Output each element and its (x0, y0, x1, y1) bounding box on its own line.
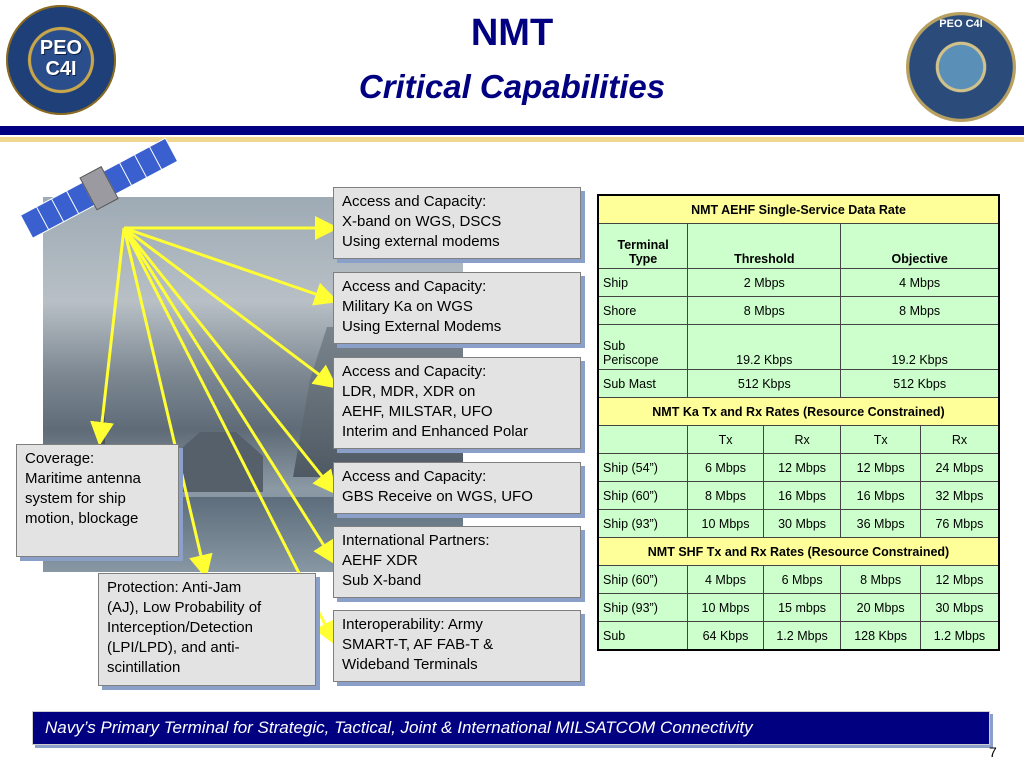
table-cell: 512 Kbps (688, 370, 841, 398)
table-cell: 8 Mbps (688, 482, 764, 510)
ka-header-blank (598, 426, 688, 454)
callout-gbs (333, 462, 581, 514)
table-cell: 32 Mbps (920, 482, 999, 510)
callout-intl-line-3: Sub X-band (342, 572, 422, 589)
aehf-header-objective: Objective (841, 224, 999, 269)
shf-title-row (598, 538, 999, 566)
table-row (598, 297, 999, 325)
callout-aehf-line-3: AEHF, MILSTAR, UFO (342, 403, 493, 420)
table-cell: 10 Mbps (688, 510, 764, 538)
callout-coverage (16, 444, 179, 557)
callout-intl-line-1: International Partners: (342, 532, 490, 549)
callout-gbs-line-2: GBS Receive on WGS, UFO (342, 488, 533, 505)
ka-header-rx-1: Rx (763, 426, 841, 454)
callout-protection-line-2: (AJ), Low Probability of (107, 599, 262, 616)
table-cell: 1.2 Mbps (920, 622, 999, 651)
callout-coverage-line-1: Coverage: (25, 450, 95, 467)
table-cell: Ship (93”) (598, 594, 688, 622)
table-cell: 8 Mbps (688, 297, 841, 325)
table-cell: 12 Mbps (841, 454, 921, 482)
table-cell: 36 Mbps (841, 510, 921, 538)
table-cell: 15 mbps (763, 594, 841, 622)
callout-interoperability (333, 610, 581, 682)
slide-subtitle: Critical Capabilities (358, 68, 666, 105)
callout-coverage-line-3: system for ship (25, 490, 126, 507)
callout-coverage-line-2: Maritime antenna (25, 470, 141, 487)
footer-banner-text: Navy’s Primary Terminal for Strategic, Tactical, Joint & International MILSATCOM Connectivity (45, 718, 753, 737)
table-cell: 6 Mbps (763, 566, 841, 594)
table-cell: Ship (60”) (598, 566, 688, 594)
ka-table-title: NMT Ka Tx and Rx Rates (Resource Constrained) (598, 398, 999, 426)
ka-header-row (598, 426, 999, 454)
callout-interop-line-1: Interoperability: Army (342, 616, 483, 633)
callout-ka (333, 272, 581, 344)
table-cell: 1.2 Mbps (763, 622, 841, 651)
callout-interop-line-2: SMART-T, AF FAB-T & (342, 636, 494, 653)
callout-protection-line-4: (LPI/LPD), and anti- (107, 639, 240, 656)
table-cell: Ship (598, 269, 688, 297)
callout-gbs-line-1: Access and Capacity: (342, 468, 487, 485)
footer-banner (32, 711, 990, 745)
callout-coverage-line-4: motion, blockage (25, 510, 139, 527)
table-row (598, 510, 999, 538)
callout-aehf-line-1: Access and Capacity: (342, 363, 487, 380)
table-cell: Sub (598, 622, 688, 651)
seal-left-text: PEO C4I (39, 37, 83, 80)
table-cell: Ship (93”) (598, 510, 688, 538)
callout-ka-line-1: Access and Capacity: (342, 278, 487, 295)
callout-xband-line-3: Using external modems (342, 233, 500, 250)
callout-xband-line-2: X-band on WGS, DSCS (342, 213, 502, 230)
data-rate-tables (597, 194, 1000, 651)
aehf-table-title: NMT AEHF Single-Service Data Rate (598, 195, 999, 224)
table-cell: Sub Periscope (598, 325, 688, 370)
aehf-header-terminal-type: Terminal Type (598, 224, 688, 269)
table-cell: 64 Kbps (688, 622, 764, 651)
aehf-title-row (598, 195, 999, 224)
table-cell: Ship (54”) (598, 454, 688, 482)
callout-interop-line-3: Wideband Terminals (342, 656, 478, 673)
table-cell: Ship (60”) (598, 482, 688, 510)
table-row (598, 622, 999, 651)
ka-header-rx-2: Rx (920, 426, 999, 454)
table-cell: 19.2 Kbps (688, 325, 841, 370)
table-cell: 12 Mbps (920, 566, 999, 594)
table-row (598, 594, 999, 622)
callout-protection-line-3: Interception/Detection (107, 619, 253, 636)
seal-right-text: PEO C4I (939, 18, 983, 30)
table-cell: 128 Kbps (841, 622, 921, 651)
ka-header-tx-1: Tx (688, 426, 764, 454)
callout-intl-line-2: AEHF XDR (342, 552, 418, 569)
callout-ka-line-3: Using External Modems (342, 318, 502, 335)
callout-aehf (333, 357, 581, 449)
table-cell: 4 Mbps (688, 566, 764, 594)
satellite-icon (0, 0, 200, 260)
table-cell: Sub Mast (598, 370, 688, 398)
table-cell: 4 Mbps (841, 269, 999, 297)
table-row (598, 454, 999, 482)
aehf-header-row (598, 224, 999, 269)
table-row (598, 482, 999, 510)
shf-table-title: NMT SHF Tx and Rx Rates (Resource Constrained) (598, 538, 999, 566)
table-cell: 76 Mbps (920, 510, 999, 538)
slide-title: NMT (470, 12, 554, 54)
callout-ka-line-2: Military Ka on WGS (342, 298, 473, 315)
table-row (598, 325, 999, 370)
callout-xband-line-1: Access and Capacity: (342, 193, 487, 210)
table-cell: 8 Mbps (841, 297, 999, 325)
ka-header-tx-2: Tx (841, 426, 921, 454)
aehf-header-threshold: Threshold (688, 224, 841, 269)
table-cell: 19.2 Kbps (841, 325, 999, 370)
table-cell: Shore (598, 297, 688, 325)
table-cell: 512 Kbps (841, 370, 999, 398)
distant-ship (173, 432, 263, 492)
table-cell: 16 Mbps (841, 482, 921, 510)
ka-title-row (598, 398, 999, 426)
table-cell: 2 Mbps (688, 269, 841, 297)
table-cell: 10 Mbps (688, 594, 764, 622)
callout-protection (98, 573, 316, 686)
callout-aehf-line-4: Interim and Enhanced Polar (342, 423, 528, 440)
callout-international (333, 526, 581, 598)
callout-xband (333, 187, 581, 259)
table-cell: 20 Mbps (841, 594, 921, 622)
table-row (598, 370, 999, 398)
table-row (598, 566, 999, 594)
table-cell: 30 Mbps (920, 594, 999, 622)
table-cell: 24 Mbps (920, 454, 999, 482)
table-cell: 30 Mbps (763, 510, 841, 538)
page-number: 7 (989, 744, 997, 760)
table-cell: 12 Mbps (763, 454, 841, 482)
table-row (598, 269, 999, 297)
callout-protection-line-1: Protection: Anti-Jam (107, 579, 242, 596)
callout-aehf-line-2: LDR, MDR, XDR on (342, 383, 476, 400)
table-cell: 6 Mbps (688, 454, 764, 482)
callout-protection-line-5: scintillation (107, 659, 181, 676)
table-cell: 8 Mbps (841, 566, 921, 594)
table-cell: 16 Mbps (763, 482, 841, 510)
